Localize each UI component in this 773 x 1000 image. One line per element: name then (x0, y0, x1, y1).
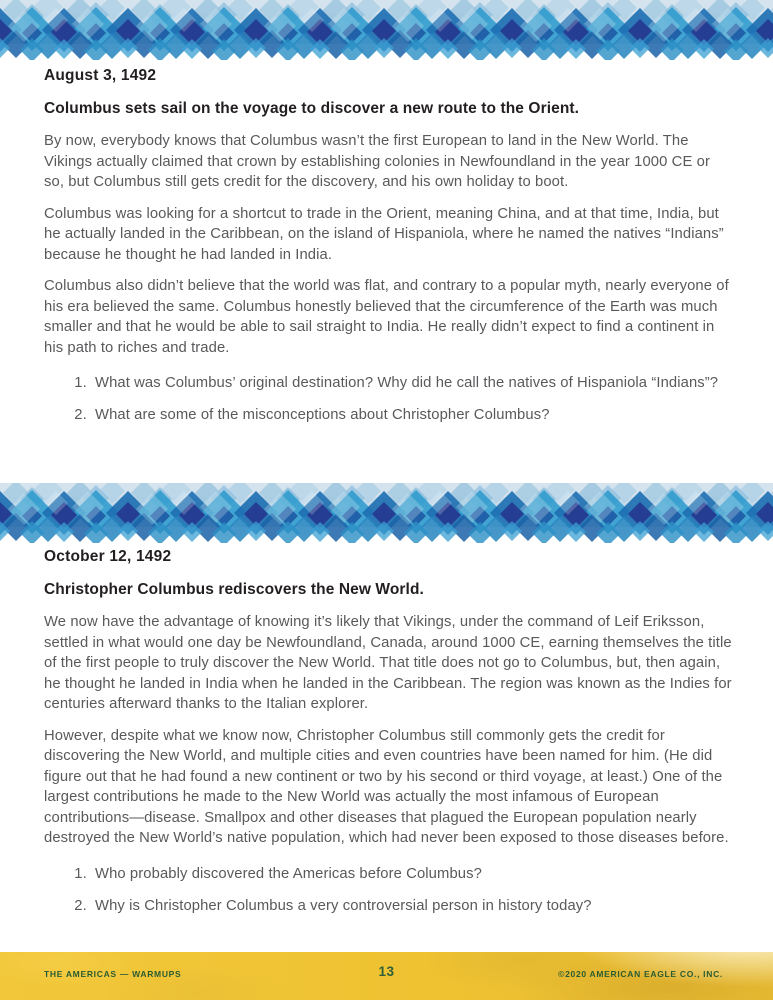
footer-page-number: 13 (378, 964, 395, 979)
geo-pattern-banner-top (0, 0, 773, 60)
question-item: 2. Why is Christopher Columbus a very controversial person in history today? (91, 896, 734, 917)
body-paragraph: We now have the advantage of knowing it’s likely that Vikings, under the command of Leif Eriksson, settled in what would one day be Newfoundland, Canada, around 1000 CE, earning themselves the title of the first people to truly discover the New World. That title does not go to Columbus, but, then again, he thought he landed in India when he landed in the Caribbean. The region was known as the Indies for centuries afterward thanks to the Italian explorer. (44, 614, 732, 712)
section-august-3-1492 (44, 67, 734, 437)
body-paragraph: Columbus also didn’t believe that the world was flat, and contrary to a popular myth, nearly everyone of his era believed the same. Columbus honestly believed that the circumference of the Earth was much smaller and that he would be able to sail straight to India. He really didn’t expect to find a continent in his path to riches and trade. (44, 278, 729, 356)
question-list (44, 373, 734, 426)
section-title: Columbus sets sail on the voyage to discover a new route to the Orient. (44, 100, 580, 117)
question-item: 2. What are some of the misconceptions about Christopher Columbus? (91, 405, 734, 426)
question-list (44, 864, 734, 917)
body-paragraph: Columbus was looking for a shortcut to trade in the Orient, meaning China, and at that time, India, but he actually landed in the Caribbean, on the island of Hispaniola, where he named the natives “Indians” because he thought he had landed in India. (44, 205, 724, 263)
footer-band (0, 952, 773, 1000)
section-title: Christopher Columbus rediscovers the New World. (44, 581, 424, 598)
section-october-12-1492 (44, 548, 734, 928)
question-item: 1. What was Columbus’ original destination? Why did he call the natives of Hispaniola “Indians”? (91, 373, 734, 394)
section-date-heading: October 12, 1492 (44, 548, 172, 565)
geo-pattern-banner-middle (0, 483, 773, 543)
body-paragraph: By now, everybody knows that Columbus wasn’t the first European to land in the New World. The Vikings actually claimed that crown by establishing colonies in Newfoundland in the year 1000 CE or so, but Columbus still gets credit for the discovery, and his own holiday to boot. (44, 133, 710, 190)
section-date-heading: August 3, 1492 (44, 67, 157, 84)
footer-copyright: ©2020 AMERICAN EAGLE CO., INC. (558, 969, 723, 979)
footer-series-title: THE AMERICAS — WARMUPS (44, 969, 182, 979)
body-paragraph: However, despite what we know now, Christopher Columbus still commonly gets the credit for discovering the New World, and multiple cities and even countries have been named for him. (He did figure out that he had found a new continent or two by his second or third voyage, at least.) One of the largest contributions he made to the New World was actually the most infamous of European contributions—disease. Smallpox and other diseases that plagued the European population nearly destroyed the New World’s native population, which had never been exposed to those diseases before. (44, 727, 729, 846)
question-item: 1. Who probably discovered the Americas before Columbus? (91, 864, 734, 885)
